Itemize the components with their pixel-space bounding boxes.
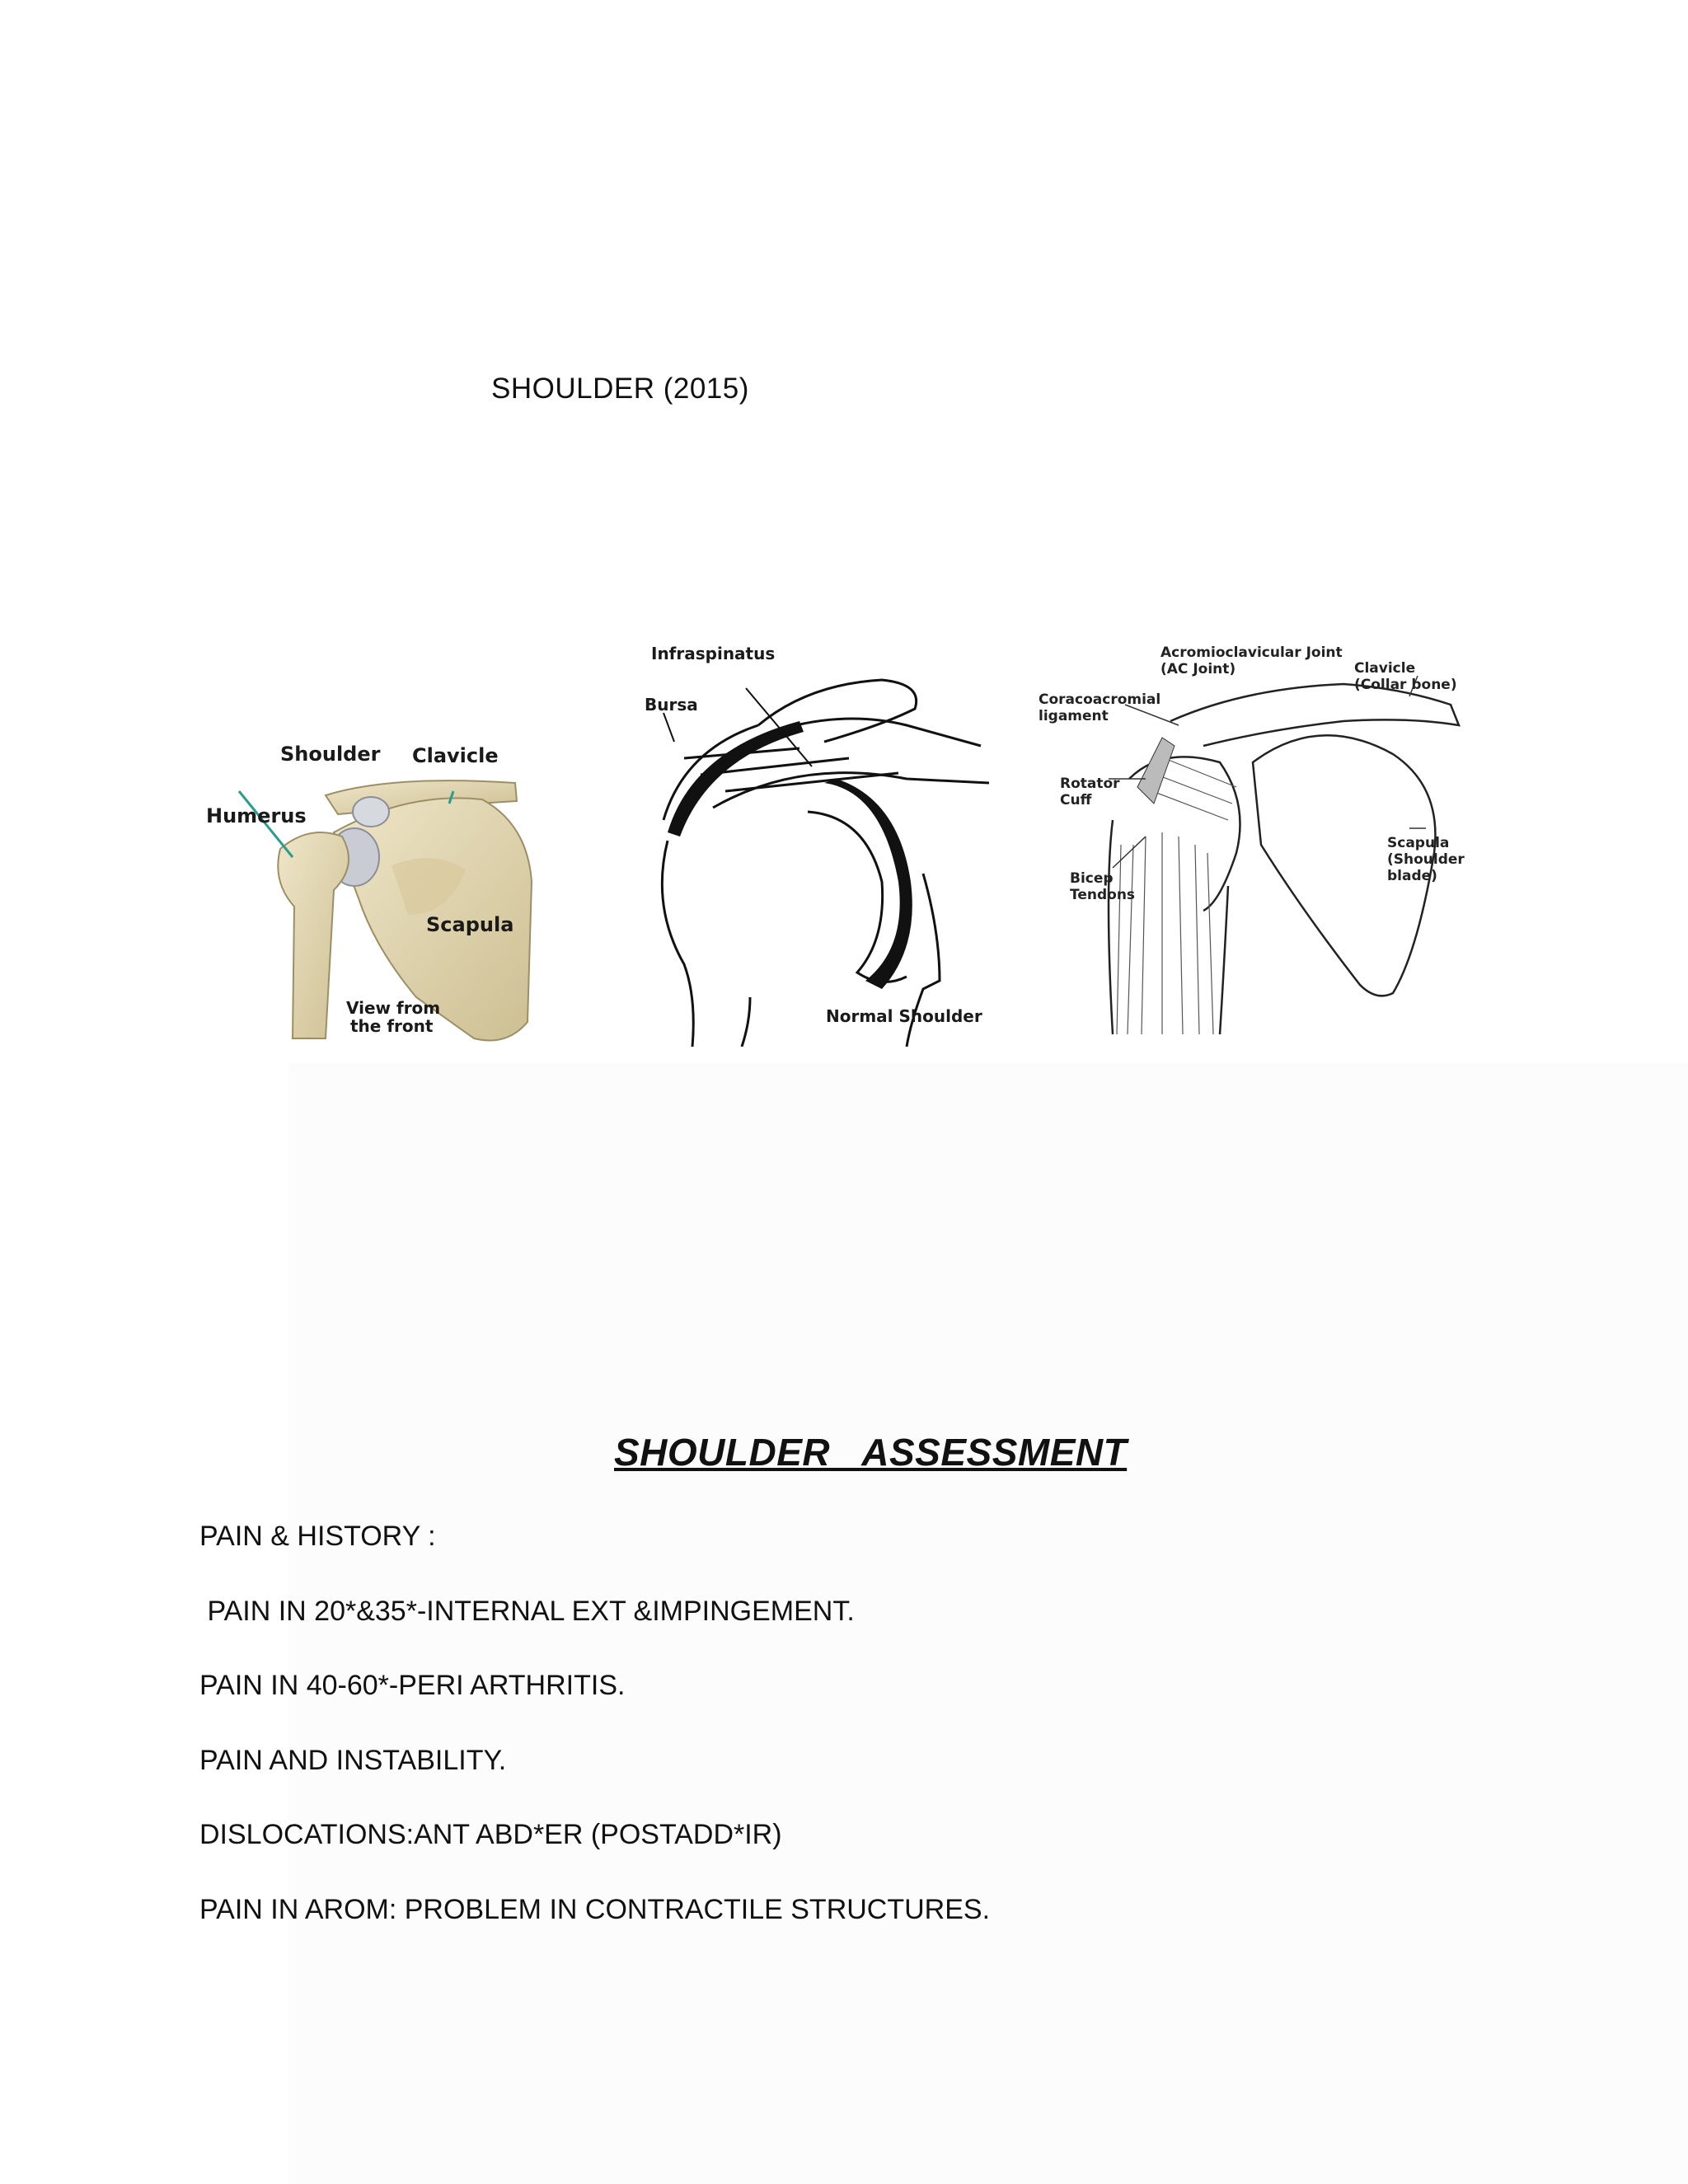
label-normal-shoulder: Normal Shoulder	[826, 1006, 982, 1026]
text-line: PAIN IN 40-60*-PERI ARTHRITIS.	[199, 1670, 626, 1701]
shoulder-anatomy-illustration	[1030, 639, 1479, 1043]
label-bicep-2: Tendons	[1070, 887, 1136, 903]
label-bicep-1: Bicep	[1070, 870, 1114, 887]
label-shoulder: Shoulder	[280, 743, 381, 766]
label-ac-joint-2: (AC Joint)	[1160, 661, 1236, 677]
text-line: PAIN & HISTORY :	[199, 1521, 436, 1552]
label-scapula-1: Scapula	[1387, 835, 1450, 851]
assessment-lines	[199, 1518, 1601, 1966]
label-view-line1: View from	[346, 998, 441, 1018]
text-line: PAIN IN 20*&35*-INTERNAL EXT &IMPINGEMENT.	[199, 1595, 855, 1627]
section-heading: SHOULDER ASSESSMENT	[614, 1431, 1128, 1474]
label-clavicle-2: (Collar bone)	[1354, 677, 1457, 693]
label-infraspinatus: Infraspinatus	[651, 644, 776, 663]
label-rotator-2: Cuff	[1060, 792, 1092, 808]
label-view-line2: the front	[350, 1016, 434, 1036]
document-title: SHOULDER (2015)	[491, 373, 749, 405]
shoulder-anatomy-figure	[1030, 639, 1479, 1043]
humerus-shape	[278, 832, 349, 1038]
normal-shoulder-illustration	[635, 635, 997, 1047]
text-line: PAIN IN AROM: PROBLEM IN CONTRACTILE STRUCTURES.	[199, 1893, 991, 1925]
label-bursa: Bursa	[645, 695, 698, 715]
text-line: PAIN AND INSTABILITY.	[199, 1744, 507, 1776]
label-coraco-1: Coracoacromial	[1039, 691, 1161, 708]
shoulder-front-view-figure	[202, 725, 548, 1055]
label-scapula-2: (Shoulder	[1387, 851, 1465, 868]
shoulder-front-view-illustration	[202, 725, 548, 1055]
label-humerus: Humerus	[206, 804, 307, 827]
label-rotator-1: Rotator	[1060, 776, 1120, 792]
text-line: DISLOCATIONS:ANT ABD*ER (POSTADD*IR)	[199, 1819, 782, 1850]
label-clavicle: Clavicle	[412, 744, 499, 767]
normal-shoulder-figure	[635, 635, 997, 1047]
label-coraco-2: ligament	[1039, 708, 1109, 724]
label-scapula: Scapula	[426, 913, 514, 936]
label-scapula-3: blade)	[1387, 868, 1437, 884]
label-clavicle-1: Clavicle	[1354, 660, 1416, 677]
label-ac-joint-1: Acromioclavicular Joint	[1160, 644, 1343, 661]
